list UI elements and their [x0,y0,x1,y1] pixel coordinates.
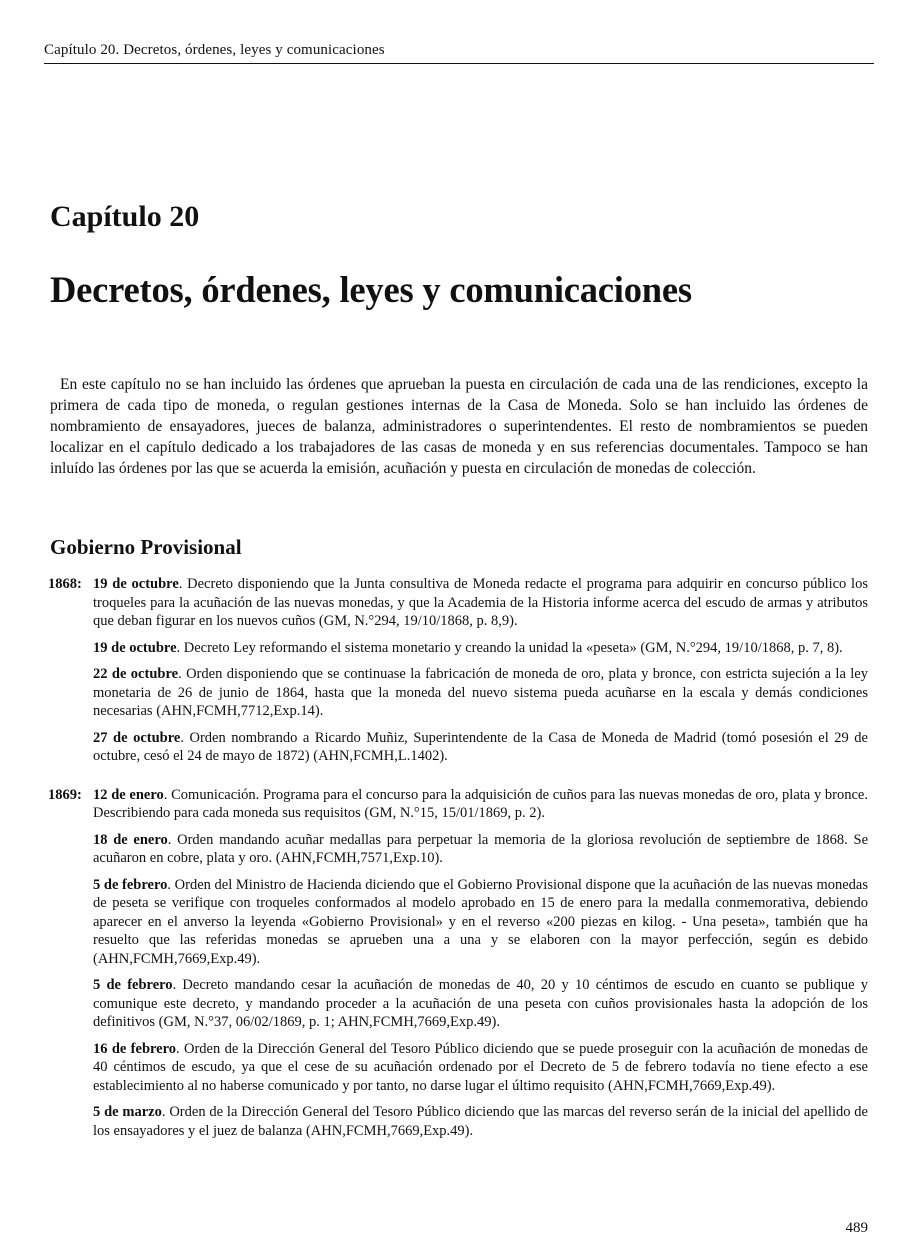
entry-date: 18 de enero [93,831,168,848]
entry [93,976,868,1032]
entry-date: 5 de febrero [93,977,173,993]
entry-date: 19 de octubre [93,576,179,592]
entry-text: . Orden disponiendo que se continuase la fabricación de moneda de oro, plata y bronce, con estricta sujeción a la ley monetaria de 26 de junio de 1864, hasta que la moneda del nuevo sistema pueda acuñarse en la escala y demás condiciones necesarias (AHN,FCMH,7712,Exp.14). [93,666,868,719]
entry [93,786,868,823]
year-block-1868 [48,575,868,766]
entry [93,665,868,721]
entry-date: 12 de enero [93,786,164,803]
running-head: Capítulo 20. Decretos, órdenes, leyes y comunicaciones [44,42,874,64]
entry-text: . Orden del Ministro de Hacienda diciendo que el Gobierno Provisional dispone que la acuñación de las nuevas monedas de peseta se verifique con troqueles conformados al modelo aprobado en 15 de enero para la medalla conmemorativa, debiendo aparecer en el anverso la leyenda «Gobierno Provisional» y en el reverso «200 piezas en kilog. - Una peseta», también que ha resuelto que las referidas monedas se aprueben una a una y se elaboren con la mayor perfección, según es debido (AHN,FCMH,7669,Exp.49). [93,876,868,967]
section-title: Gobierno Provisional [50,535,242,559]
entry-text: . Decreto mandando cesar la acuñación de monedas de 40, 20 y 10 céntimos de escudo en cuanto se publique y comunique este decreto, y mandando proceder a la acuñación de una peseta con cuños provisionales hasta la adopción de los definitivos (GM, N.°37, 06/02/1869, p. 1; AHN,FCMH,7669,Exp.49). [93,977,868,1030]
intro-paragraph: En este capítulo no se han incluido las órdenes que aprueban la puesta en circulación de cada una de las rendiciones, excepto la primera de cada tipo de moneda, o regulan gestiones internas de la Casa de Moneda. Solo se han incluido las órdenes de nombramiento de ensayadores, jueces de balanza, administradores o superintendentes. El resto de nombramientos se pueden localizar en el capítulo dedicado a los trabajadores de las casas de moneda y en sus referencias documentales. Tampoco se han inluído las órdenes por las que se acuerda la emisión, acuñación y puesta en circulación de monedas de colección. [50,376,868,477]
entries-list [48,575,868,1160]
chapter-title: Decretos, órdenes, leyes y comunicaciones [50,269,692,310]
entry-text: . Orden de la Dirección General del Tesoro Público diciendo que se puede proseguir con la acuñación de monedas de 40 céntimos de escudo, ya que el cese de su acuñación ordenado por el Decreto de 5 de febrero todavía no tiene efecto a ese establecimiento al no haberse comunicado y por tanto, no darse lugar el último requisito (AHN,FCMH,7669,Exp.49). [93,1040,868,1094]
entry [93,1103,868,1140]
year-block-1869 [48,786,868,1141]
entry [93,639,868,658]
entry-text: . Orden nombrando a Ricardo Muñiz, Superintendente de la Casa de Moneda de Madrid (tomó posesión el 29 de octubre, cesó el 24 de mayo de 1872) (AHN,FCMH,L.1402). [93,729,868,764]
year-label: 1869: [48,786,82,803]
entry-text: . Orden mandando acuñar medallas para perpetuar la memoria de la gloriosa revolución de septiembre de 1868. Se acuñaron en cobre, plata y oro. (AHN,FCMH,7571,Exp.10). [93,831,868,866]
entry-date: 19 de octubre [93,639,177,656]
entry-date: 27 de octubre [93,729,181,746]
entry [93,1040,868,1096]
page-number: 489 [845,1220,868,1236]
entry-text: . Orden de la Dirección General del Tesoro Público diciendo que las marcas del reverso serán de la inicial del apellido de los ensayadores y el juez de balanza (AHN,FCMH,7669,Exp.49). [93,1104,868,1139]
chapter-number: Capítulo 20 [50,200,200,233]
entry [93,575,868,631]
entry-text: . Comunicación. Programa para el concurso para la adquisición de cuños para las nuevas monedas de oro, plata y bronce. Describiendo para cada moneda sus requisitos (GM, N.°15, 15/01/1869, p. 2). [93,786,868,821]
entry [93,729,868,766]
entry-text: . Decreto Ley reformando el sistema monetario y creando la unidad la «peseta» (GM, N.°294, 19/10/1868, p. 7, 8). [176,639,843,656]
entry [93,831,868,868]
entry-text: . Decreto disponiendo que la Junta consultiva de Moneda redacte el programa para adquirir en concurso público los troqueles para la acuñación de las nuevas monedas, y que la Academia de la Historia informe acerca del escudo de armas y atributos que deban figurar en los nuevos cuños (GM, N.°294, 19/10/1868, p. 8,9). [93,576,868,629]
entry-date: 16 de febrero [93,1040,177,1057]
year-label: 1868: [48,576,82,592]
entry-date: 22 de octubre [93,666,179,682]
entry-date: 5 de marzo [93,1104,162,1120]
entry-date: 5 de febrero [93,876,168,893]
entry [93,876,868,969]
